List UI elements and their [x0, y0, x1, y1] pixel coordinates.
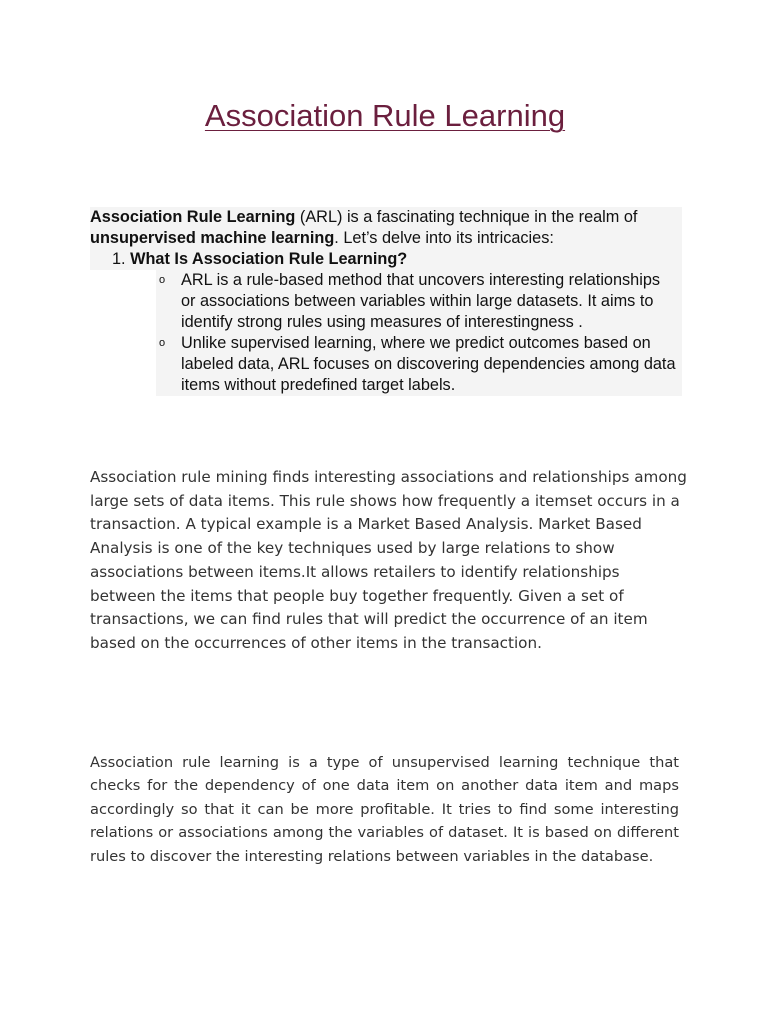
- list-heading: What Is Association Rule Learning?: [130, 250, 408, 268]
- list-item: [156, 333, 682, 396]
- intro-bold-arl: Association Rule Learning: [90, 208, 296, 226]
- paragraph-association-mining: Association rule mining finds interesting associations and relationships among large sets of data items. This rule shows how frequently a itemset occurs in a transaction. A typical example is a Market Based Analysis. Market Based Analysis is one of the key techniques used by large relations to show associations between items.It allows retailers to identify relationships between the items that people buy together frequently. Given a set of transactions, we can find rules that will predict the occurrence of an item based on the occurrences of other items in the transaction.: [90, 468, 687, 652]
- intro-bold-unsupervised: unsupervised machine learning: [90, 229, 335, 247]
- intro-paragraph: [90, 207, 682, 249]
- intro-text-2: . Let’s delve into its intricacies:: [334, 229, 554, 247]
- list-item-text: ARL is a rule-based method that uncovers interesting relationships or associations between variables within large datasets. It aims to identify strong rules using measures of interestingness .: [181, 271, 661, 331]
- list-item: [156, 270, 682, 333]
- document-title: Association Rule Learning: [204, 98, 566, 133]
- list-number: 1.: [112, 250, 126, 268]
- circle-bullet-icon: o: [159, 337, 166, 349]
- intro-text-1: (ARL) is a fascinating technique in the realm of: [295, 208, 638, 226]
- arl-intro-block: [90, 207, 682, 396]
- paragraph-association-learning: Association rule learning is a type of unsupervised learning technique that checks for the dependency of one data item on another data item and maps accordingly so that it can be more profitable. It tries to find some interesting relations or associations among the variables of dataset. It is based on different rules to discover the interesting relations between variables in the database.: [90, 754, 679, 865]
- bullet-list: [156, 270, 682, 396]
- list-item-text: Unlike supervised learning, where we predict outcomes based on labeled data, ARL focuses on discovering dependencies among data items without predefined target labels.: [181, 334, 676, 394]
- circle-bullet-icon: o: [159, 274, 166, 286]
- numbered-item-heading: [90, 249, 682, 270]
